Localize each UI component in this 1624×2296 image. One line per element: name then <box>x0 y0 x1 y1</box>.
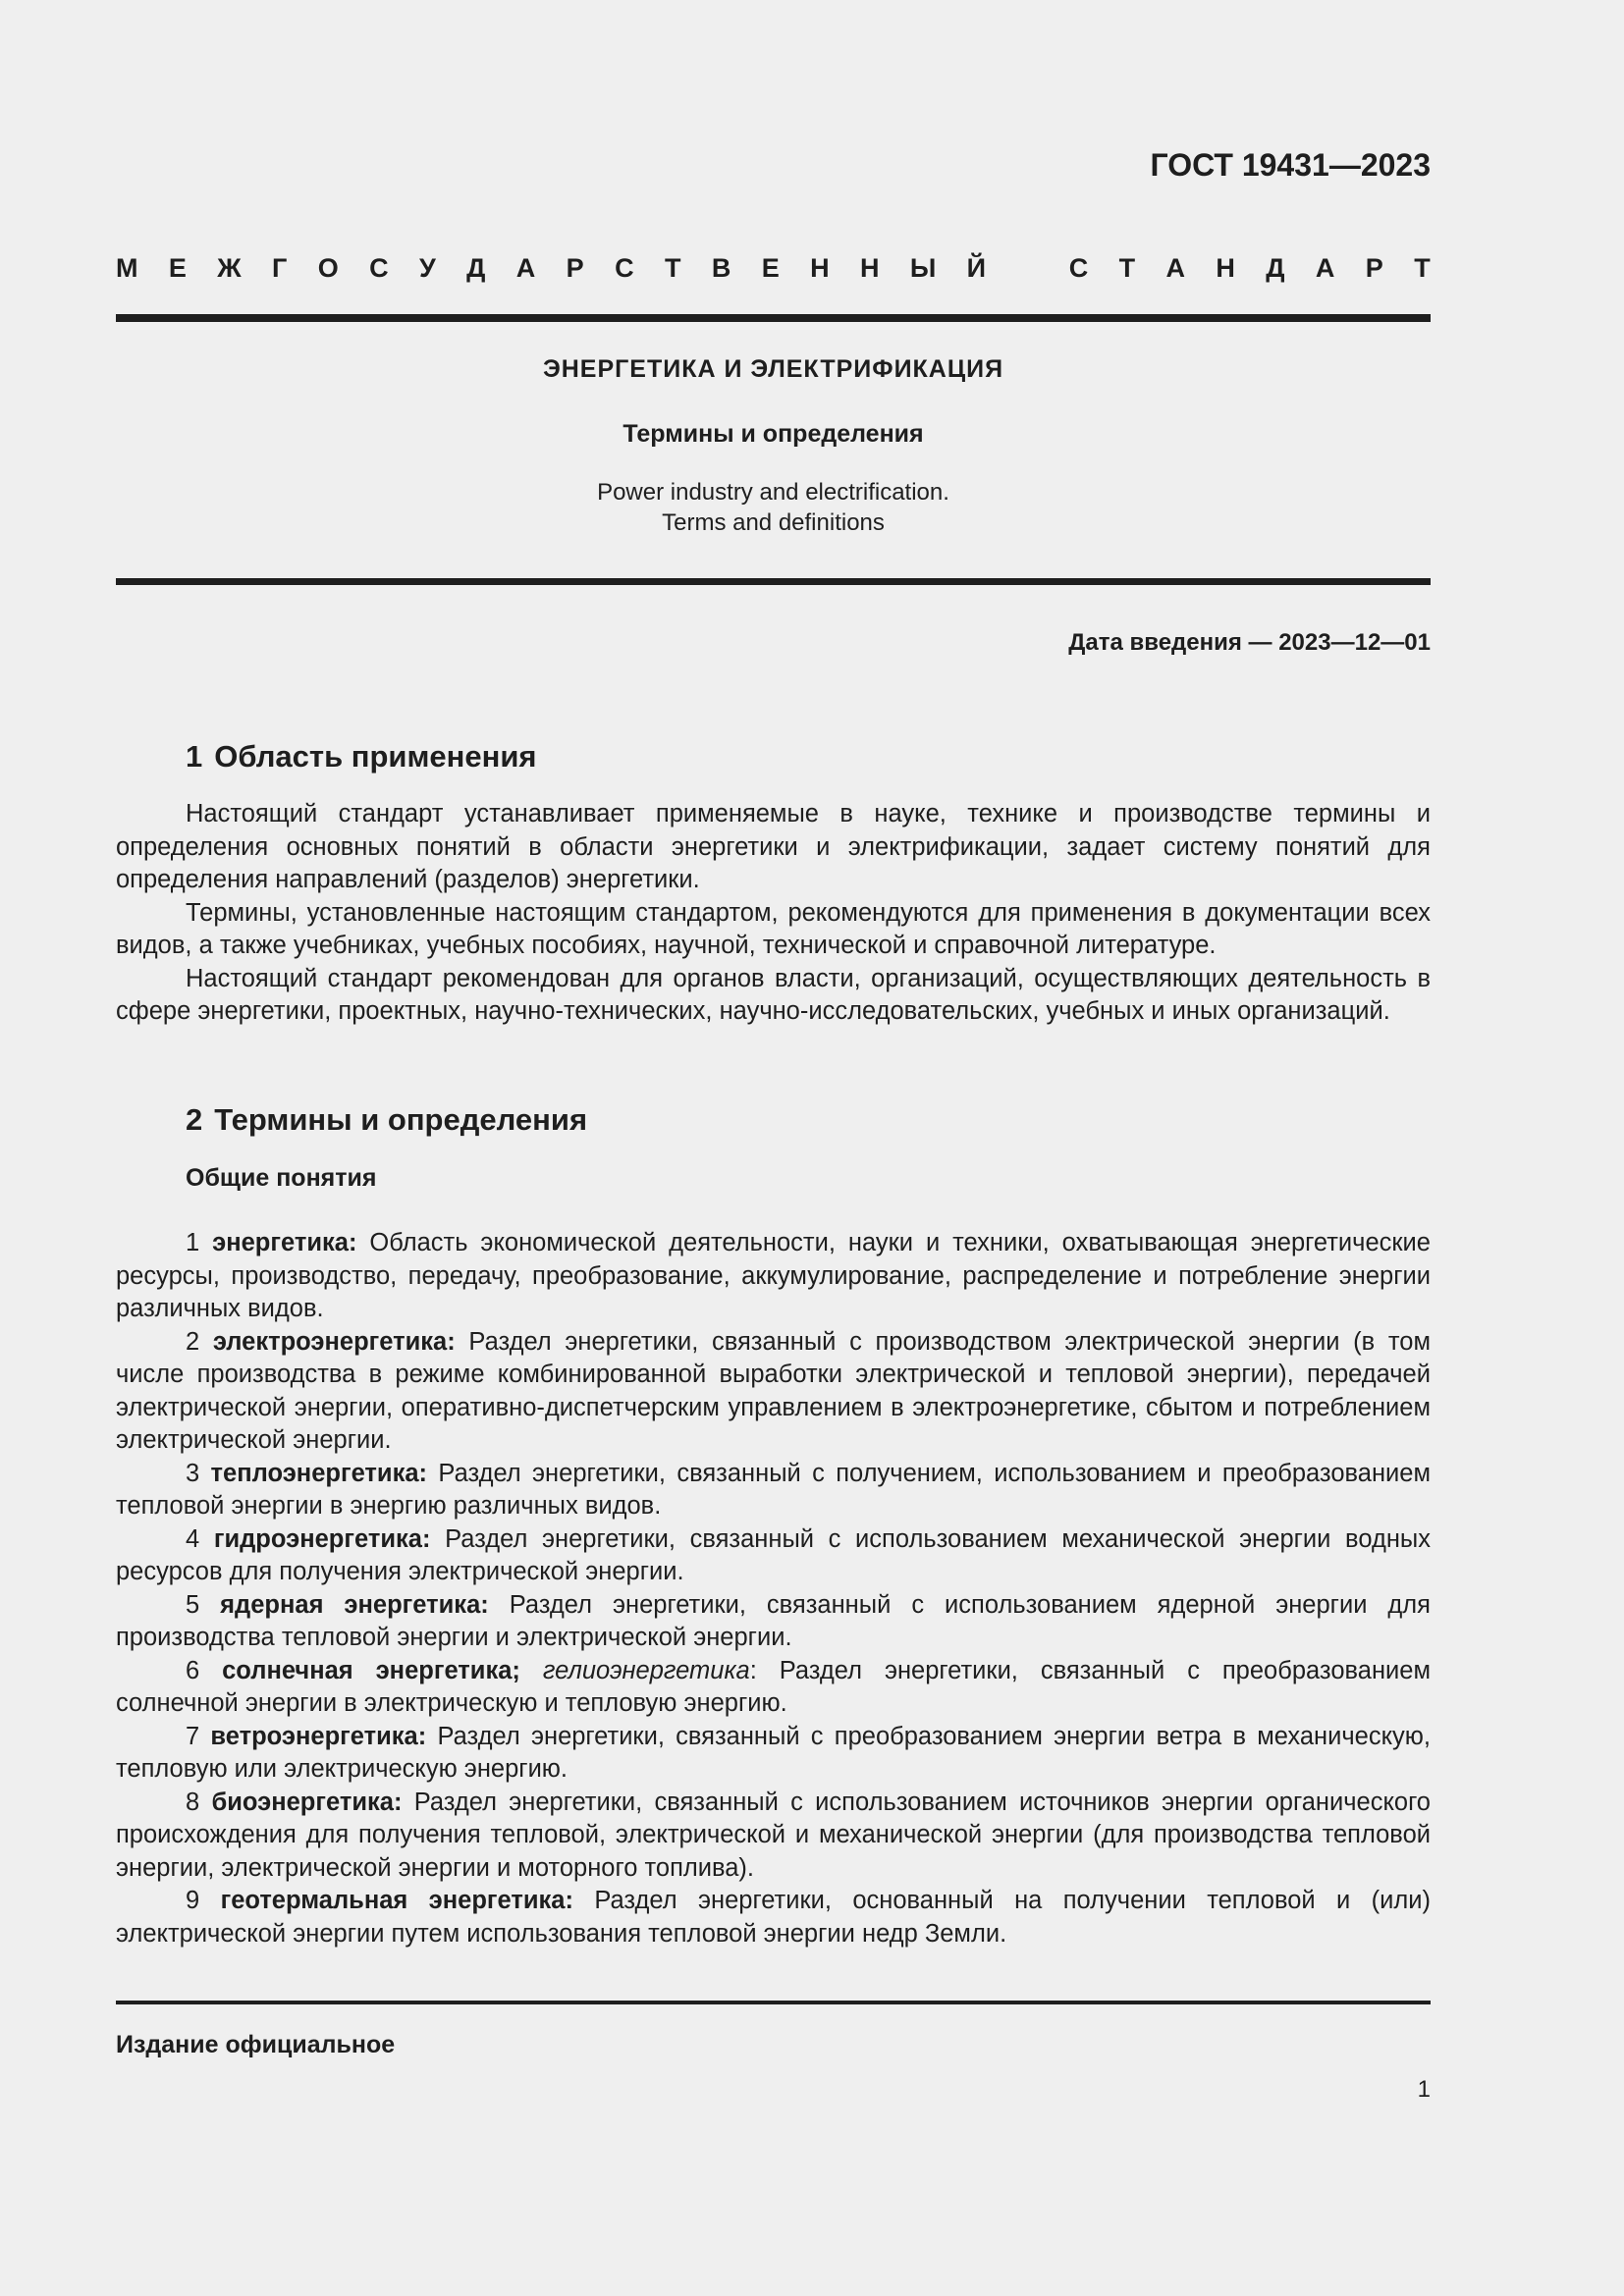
term-name: теплоэнергетика: <box>210 1459 428 1487</box>
term-number: 2 <box>186 1327 200 1356</box>
term-entry <box>116 1589 1431 1655</box>
footer-rule <box>116 2001 1431 2004</box>
document-page <box>116 0 1431 2296</box>
term-definition: Раздел энергетики, связанный с использованием механической энергии водных ресурсов для получения электрической энергии. <box>116 1524 1431 1585</box>
standard-type-letter: Г <box>272 252 288 283</box>
term-name: ветроэнергетика: <box>210 1722 427 1750</box>
standard-type-letter: Т <box>1414 252 1431 283</box>
standard-type-letter: В <box>711 252 731 283</box>
document-title: ЭНЕРГЕТИКА И ЭЛЕКТРИФИКАЦИЯ <box>542 355 1004 383</box>
standard-type-letter: Й <box>966 252 987 283</box>
standard-type-band <box>116 248 1431 288</box>
standard-type-letter: Р <box>566 252 584 283</box>
section-1-paragraph: Настоящий стандарт рекомендован для органов власти, организаций, осуществляющих деятельность в сфере энергетики, проектных, научно-технических, научно-исследовательских, учебных и иных организаций. <box>116 964 1431 1025</box>
section-2-heading <box>186 1098 587 1142</box>
standard-type-letter: М <box>116 252 138 283</box>
standard-type-letter: Н <box>859 252 880 283</box>
term-name: геотермальная энергетика: <box>220 1887 573 1914</box>
standard-type-letter: Д <box>466 252 486 283</box>
section-2-number: 2 <box>186 1102 203 1137</box>
standard-type-letter: О <box>317 252 339 283</box>
standard-type-letter: У <box>419 252 436 283</box>
document-code: ГОСТ 19431—2023 <box>1150 147 1431 183</box>
term-number: 6 <box>186 1656 200 1684</box>
term-number: 9 <box>186 1887 200 1914</box>
official-edition-note: Издание официальное <box>116 2031 396 2058</box>
term-name: электроэнергетика: <box>212 1327 456 1356</box>
terms-list <box>116 1227 1431 1950</box>
term-number: 4 <box>186 1524 200 1553</box>
term-name: биоэнергетика: <box>211 1788 403 1816</box>
standard-type-letter: Н <box>1216 252 1235 283</box>
term-entry <box>116 1655 1431 1721</box>
section-1-heading <box>186 735 537 778</box>
term-name: гидроэнергетика: <box>213 1524 431 1553</box>
standard-type-letter: Е <box>168 252 187 283</box>
document-subtitle: Термины и определения <box>623 420 924 448</box>
standard-type-letter: С <box>369 252 389 283</box>
title-bottom-rule <box>116 578 1431 585</box>
top-thick-rule <box>116 314 1431 322</box>
standard-type-letter: А <box>1165 252 1186 283</box>
standard-type-letter: Ы <box>909 252 937 283</box>
section-1-paragraph: Термины, установленные настоящим стандартом, рекомендуются для применения в документации всех видов, а также учебниках, учебных пособиях, научной, технической и справочной литературе. <box>116 898 1431 959</box>
term-number: 1 <box>186 1229 200 1256</box>
subsection-heading: Общие понятия <box>186 1164 377 1192</box>
term-definition: Раздел энергетики, связанный с использованием источников энергии органического происхождения для получения тепловой, электрической и механической энергии (для производства тепловой энергии, электрической энергии и моторного топлива). <box>116 1788 1431 1882</box>
page-number: 1 <box>1417 2076 1431 2103</box>
standard-type-letter: А <box>1315 252 1335 283</box>
term-number: 8 <box>186 1788 200 1816</box>
term-name: солнечная энергетика; <box>222 1656 520 1684</box>
section-2-title: Термины и определения <box>214 1102 588 1137</box>
term-number: 7 <box>186 1722 200 1750</box>
term-entry <box>116 1787 1431 1886</box>
term-definition: Раздел энергетики, связанный с преобразованием энергии ветра в механическую, тепловую или электрическую энергию. <box>116 1722 1431 1783</box>
section-1-body <box>116 798 1431 1029</box>
term-definition: Раздел энергетики, основанный на получении тепловой и (или) электрической энергии путем использования тепловой энергии недр Земли. <box>116 1887 1431 1948</box>
term-entry <box>116 1227 1431 1326</box>
english-title-line-2: Terms and definitions <box>662 509 885 536</box>
section-1-number: 1 <box>186 739 203 774</box>
term-definition: Раздел энергетики, связанный с получением, использованием и преобразованием тепловой энергии в энергию различных видов. <box>116 1459 1431 1520</box>
term-name: ядерная энергетика: <box>220 1590 489 1619</box>
term-entry <box>116 1523 1431 1589</box>
term-definition: : Раздел энергетики, связанный с преобразованием солнечной энергии в электрическую и тепловую энергию. <box>116 1656 1431 1717</box>
term-name: энергетика: <box>212 1229 357 1256</box>
standard-type-letter: Р <box>1365 252 1383 283</box>
standard-type-letter: А <box>515 252 536 283</box>
term-number: 3 <box>186 1459 200 1487</box>
section-1-title: Область применения <box>214 739 537 774</box>
introduction-date: Дата введения — 2023—12—01 <box>1068 629 1431 656</box>
section-1-paragraph: Настоящий стандарт устанавливает применяемые в науке, технике и производстве термины и определения основных понятий в области энергетики и электрификации, задает систему понятий для определения направлений (разделов) энергетики. <box>116 800 1431 893</box>
term-definition: Область экономической деятельности, науки и техники, охватывающая энергетические ресурсы, производство, передачу, преобразование, аккумулирование, распределение и потребление энергии различных видов. <box>116 1229 1431 1322</box>
term-synonym: гелиоэнергетика <box>542 1656 750 1684</box>
standard-type-letter: Д <box>1266 252 1285 283</box>
standard-type-letter: Т <box>1118 252 1136 283</box>
standard-type-letter: Ж <box>217 252 242 283</box>
standard-type-letter: Н <box>810 252 830 283</box>
term-definition: Раздел энергетики, связанный с производством электрической энергии (в том числе производства в режиме комбинированной выработки электрической и тепловой энергии), передачей электрической энергии, оперативно-диспетчерским управлением в электроэнергетике, сбытом и потреблением электрической энергии. <box>116 1327 1431 1454</box>
standard-type-letter: Е <box>761 252 780 283</box>
term-entry <box>116 1721 1431 1787</box>
standard-type-letter: С <box>1068 252 1089 283</box>
term-definition: Раздел энергетики, связанный с использованием ядерной энергии для производства тепловой энергии и электрической энергии. <box>116 1590 1431 1651</box>
standard-type-letter: С <box>615 252 634 283</box>
english-title-line-1: Power industry and electrification. <box>597 479 949 506</box>
term-entry <box>116 1326 1431 1458</box>
term-entry <box>116 1885 1431 1950</box>
standard-type-letter: Т <box>664 252 681 283</box>
term-number: 5 <box>186 1590 200 1619</box>
term-entry <box>116 1458 1431 1523</box>
